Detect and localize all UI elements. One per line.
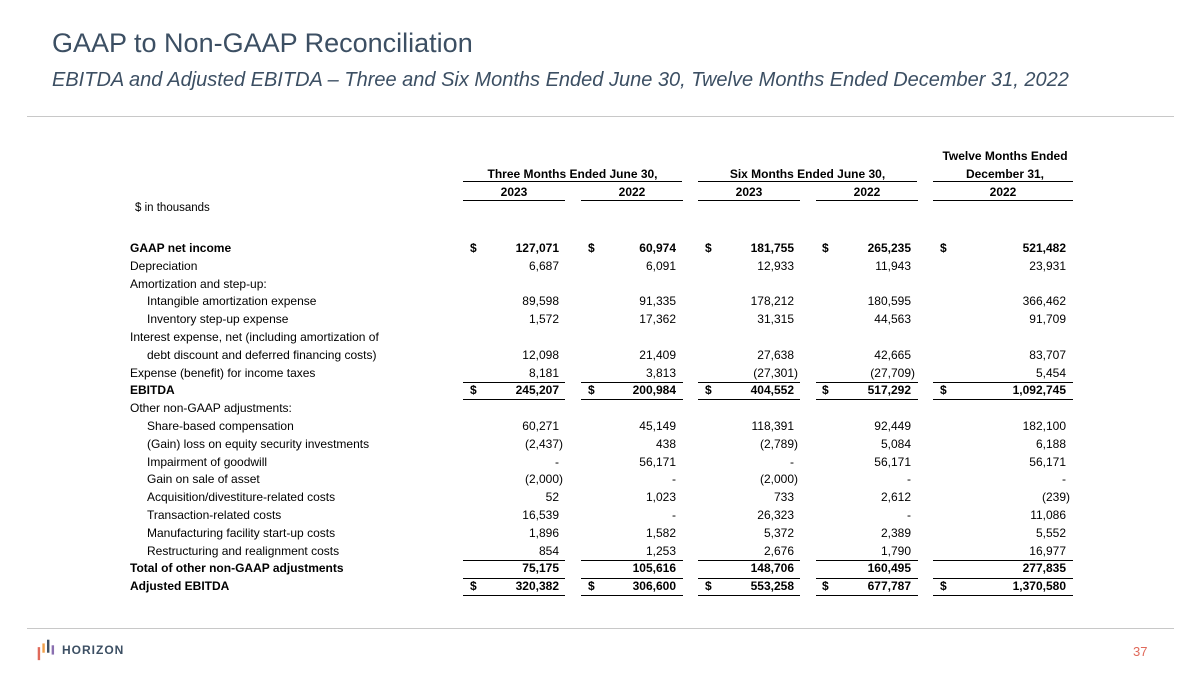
subtotal-rule (933, 399, 1073, 400)
row-label: Expense (benefit) for income taxes (130, 365, 316, 380)
subtotal-rule (581, 399, 683, 400)
dollar-sign: $ (822, 383, 829, 398)
value-cell: 12,098 (522, 347, 559, 362)
value-cell: 45,149 (639, 419, 676, 433)
value-cell: (2,437) (524, 436, 563, 451)
year-underline (816, 200, 918, 201)
value-cell: 127,071 (515, 241, 559, 255)
value-cell: 8,181 (528, 365, 559, 380)
table-row (0, 311, 1200, 329)
value-cell: - (672, 472, 676, 487)
value-cell: (27,301) (753, 365, 798, 380)
table-row (0, 293, 1200, 311)
subtotal-rule (463, 560, 565, 561)
table-row (0, 507, 1200, 525)
value-cell: 1,896 (528, 525, 559, 540)
dollar-sign: $ (588, 383, 595, 398)
year-header: 2023 (735, 185, 763, 199)
value-cell: 517,292 (867, 383, 911, 398)
value-cell: 2,389 (880, 525, 911, 540)
row-label: Total of other non-GAAP adjustments (130, 561, 344, 576)
value-cell: 91,709 (1029, 312, 1066, 327)
header-underline (463, 181, 682, 182)
row-label: Other non-GAAP adjustments: (130, 401, 292, 416)
value-cell: 75,175 (522, 561, 559, 576)
value-cell: 245,207 (515, 383, 559, 398)
table-row (0, 525, 1200, 543)
subtotal-rule (463, 399, 565, 400)
row-label: debt discount and deferred financing costs) (147, 347, 377, 362)
subtotal-rule (581, 560, 683, 561)
dollar-sign: $ (940, 241, 947, 255)
header-underline (698, 181, 917, 182)
value-cell: - (672, 508, 676, 522)
dollar-sign: $ (705, 241, 712, 255)
value-cell: 21,409 (639, 347, 676, 362)
value-cell: 42,665 (874, 347, 911, 362)
value-cell: 6,687 (528, 258, 559, 273)
value-cell: 854 (538, 543, 559, 558)
value-cell: 1,092,745 (1012, 383, 1066, 398)
table-row (0, 258, 1200, 276)
subtotal-rule (581, 382, 683, 383)
table-row (0, 365, 1200, 383)
subtotal-rule (933, 560, 1073, 561)
header-three-months: Three Months Ended June 30, (487, 167, 658, 181)
dollar-sign: $ (940, 579, 947, 594)
table-row (0, 382, 1200, 400)
value-cell: 60,974 (639, 241, 676, 255)
value-cell: 1,582 (645, 525, 676, 540)
dollar-sign: $ (822, 241, 829, 255)
subtotal-rule (698, 578, 800, 579)
dollar-sign: $ (470, 579, 477, 594)
subtotal-rule (933, 382, 1073, 383)
value-cell: 160,495 (867, 561, 911, 576)
table-row (0, 276, 1200, 294)
year-underline (463, 200, 565, 201)
dollar-sign: $ (588, 241, 595, 255)
dollar-sign: $ (705, 383, 712, 398)
value-cell: 2,612 (880, 490, 911, 505)
row-label: Intangible amortization expense (147, 294, 317, 309)
dollar-sign: $ (940, 383, 947, 398)
page-title: GAAP to Non-GAAP Reconciliation (52, 28, 473, 58)
row-label: Transaction-related costs (147, 508, 282, 522)
value-cell: 182,100 (1022, 419, 1066, 433)
row-label: Amortization and step-up: (130, 276, 267, 291)
value-cell: 200,984 (632, 383, 676, 398)
dollar-sign: $ (470, 383, 477, 398)
subtotal-rule (698, 382, 800, 383)
value-cell: 1,023 (645, 490, 676, 505)
value-cell: 320,382 (515, 579, 559, 594)
header-twelve-months-line2: December 31, (965, 167, 1045, 181)
total-rule (463, 595, 565, 596)
value-cell: 438 (655, 436, 676, 451)
value-cell: 5,084 (880, 436, 911, 451)
value-cell: 6,188 (1035, 436, 1066, 451)
value-cell: (2,000) (524, 472, 563, 487)
value-cell: 83,707 (1029, 347, 1066, 362)
table-row (0, 347, 1200, 365)
subtotal-rule (933, 578, 1073, 579)
year-underline (933, 200, 1073, 201)
value-cell: 92,449 (874, 419, 911, 433)
header-six-months: Six Months Ended June 30, (729, 167, 886, 181)
value-cell: 733 (773, 490, 794, 505)
value-cell: 366,462 (1022, 294, 1066, 309)
page-number: 37 (1133, 644, 1148, 659)
value-cell: 6,091 (645, 258, 676, 273)
year-header: 2023 (500, 185, 528, 199)
value-cell: 23,931 (1029, 258, 1066, 273)
value-cell: 265,235 (867, 241, 911, 255)
value-cell: 1,370,580 (1012, 579, 1066, 594)
value-cell: 118,391 (751, 419, 794, 433)
subtotal-rule (698, 560, 800, 561)
header-underline (933, 181, 1073, 182)
table-row (0, 418, 1200, 436)
value-cell: 2,676 (763, 543, 794, 558)
value-cell: 16,539 (522, 508, 559, 522)
subtotal-rule (698, 399, 800, 400)
row-label: GAAP net income (130, 241, 232, 255)
value-cell: 521,482 (1022, 241, 1066, 255)
value-cell: - (790, 454, 794, 469)
value-cell: 5,372 (763, 525, 794, 540)
value-cell: 16,977 (1029, 543, 1066, 558)
value-cell: 11,943 (875, 258, 911, 273)
value-cell: 105,616 (632, 561, 676, 576)
row-label: Gain on sale of asset (147, 472, 260, 487)
value-cell: 52 (545, 490, 559, 505)
dollar-sign: $ (705, 579, 712, 594)
table-row (0, 560, 1200, 578)
value-cell: 56,171 (874, 454, 911, 469)
value-cell: - (1062, 472, 1066, 487)
table-row (0, 543, 1200, 561)
value-cell: 5,454 (1035, 365, 1066, 380)
subtotal-rule (816, 578, 918, 579)
row-label: Adjusted EBITDA (130, 579, 230, 594)
value-cell: (27,709) (870, 365, 915, 380)
value-cell: 306,600 (632, 579, 676, 594)
subtotal-rule (816, 560, 918, 561)
table-row (0, 240, 1200, 258)
page-subtitle: EBITDA and Adjusted EBITDA – Three and Six Months Ended June 30, Twelve Months Ended December 31, 2022 (52, 69, 1069, 91)
row-label: Manufacturing facility start-up costs (147, 525, 336, 540)
value-cell: 44,563 (874, 312, 911, 327)
value-cell: 181,755 (750, 241, 794, 255)
top-divider (27, 116, 1174, 117)
value-cell: 277,835 (1022, 561, 1066, 576)
value-cell: 1,572 (528, 312, 559, 327)
dollar-sign: $ (588, 579, 595, 594)
value-cell: 148,706 (750, 561, 794, 576)
row-label: Restructuring and realignment costs (147, 543, 340, 558)
value-cell: 553,258 (750, 579, 794, 594)
row-label: EBITDA (130, 383, 175, 398)
subtotal-rule (816, 399, 918, 400)
value-cell: 89,598 (522, 294, 559, 309)
value-cell: 12,933 (757, 258, 794, 273)
value-cell: (2,000) (759, 472, 798, 487)
bottom-divider (27, 628, 1174, 629)
horizon-logo-icon (36, 636, 58, 662)
year-underline (581, 200, 683, 201)
value-cell: - (907, 472, 911, 487)
subtotal-rule (463, 382, 565, 383)
value-cell: 404,552 (750, 383, 794, 398)
value-cell: 178,212 (750, 294, 794, 309)
logo-wordmark: HORIZON (62, 643, 125, 657)
year-header: 2022 (618, 185, 646, 199)
table-row (0, 454, 1200, 472)
total-rule (933, 595, 1073, 596)
total-rule (816, 595, 918, 596)
year-header: 2022 (989, 185, 1017, 199)
table-row (0, 489, 1200, 507)
subtotal-rule (463, 578, 565, 579)
value-cell: (239) (1041, 490, 1070, 505)
table-row (0, 436, 1200, 454)
table-row (0, 329, 1200, 347)
value-cell: 27,638 (757, 347, 794, 362)
row-label: Depreciation (130, 258, 198, 273)
row-label: Impairment of goodwill (147, 454, 268, 469)
row-label: (Gain) loss on equity security investments (147, 436, 370, 451)
value-cell: 3,813 (645, 365, 676, 380)
dollar-sign: $ (822, 579, 829, 594)
value-cell: 31,315 (757, 312, 794, 327)
dollar-sign: $ (470, 241, 477, 255)
value-cell: 5,552 (1035, 525, 1066, 540)
value-cell: 11,086 (1030, 508, 1066, 522)
value-cell: 26,323 (757, 508, 794, 522)
value-cell: 56,171 (1029, 454, 1066, 469)
subtotal-rule (581, 578, 683, 579)
value-cell: - (907, 508, 911, 522)
value-cell: 17,362 (639, 312, 676, 327)
value-cell: 1,253 (645, 543, 676, 558)
subtotal-rule (816, 382, 918, 383)
total-rule (581, 595, 683, 596)
value-cell: 1,790 (880, 543, 911, 558)
total-rule (698, 595, 800, 596)
table-row (0, 578, 1200, 596)
row-label: Share-based compensation (147, 419, 294, 433)
value-cell: 677,787 (867, 579, 911, 594)
value-cell: 56,171 (639, 454, 676, 469)
value-cell: - (555, 454, 559, 469)
value-cell: 91,335 (639, 294, 676, 309)
header-twelve-months-line1: Twelve Months Ended (942, 149, 1068, 163)
year-underline (698, 200, 800, 201)
row-label: Interest expense, net (including amortization of (130, 330, 379, 344)
year-header: 2022 (853, 185, 881, 199)
row-label: Acquisition/divestiture-related costs (147, 490, 336, 505)
table-row (0, 400, 1200, 418)
units-note: $ in thousands (135, 202, 210, 214)
value-cell: 60,271 (522, 419, 559, 433)
row-label: Inventory step-up expense (147, 312, 289, 327)
value-cell: (2,789) (759, 436, 798, 451)
table-row (0, 471, 1200, 489)
value-cell: 180,595 (867, 294, 911, 309)
